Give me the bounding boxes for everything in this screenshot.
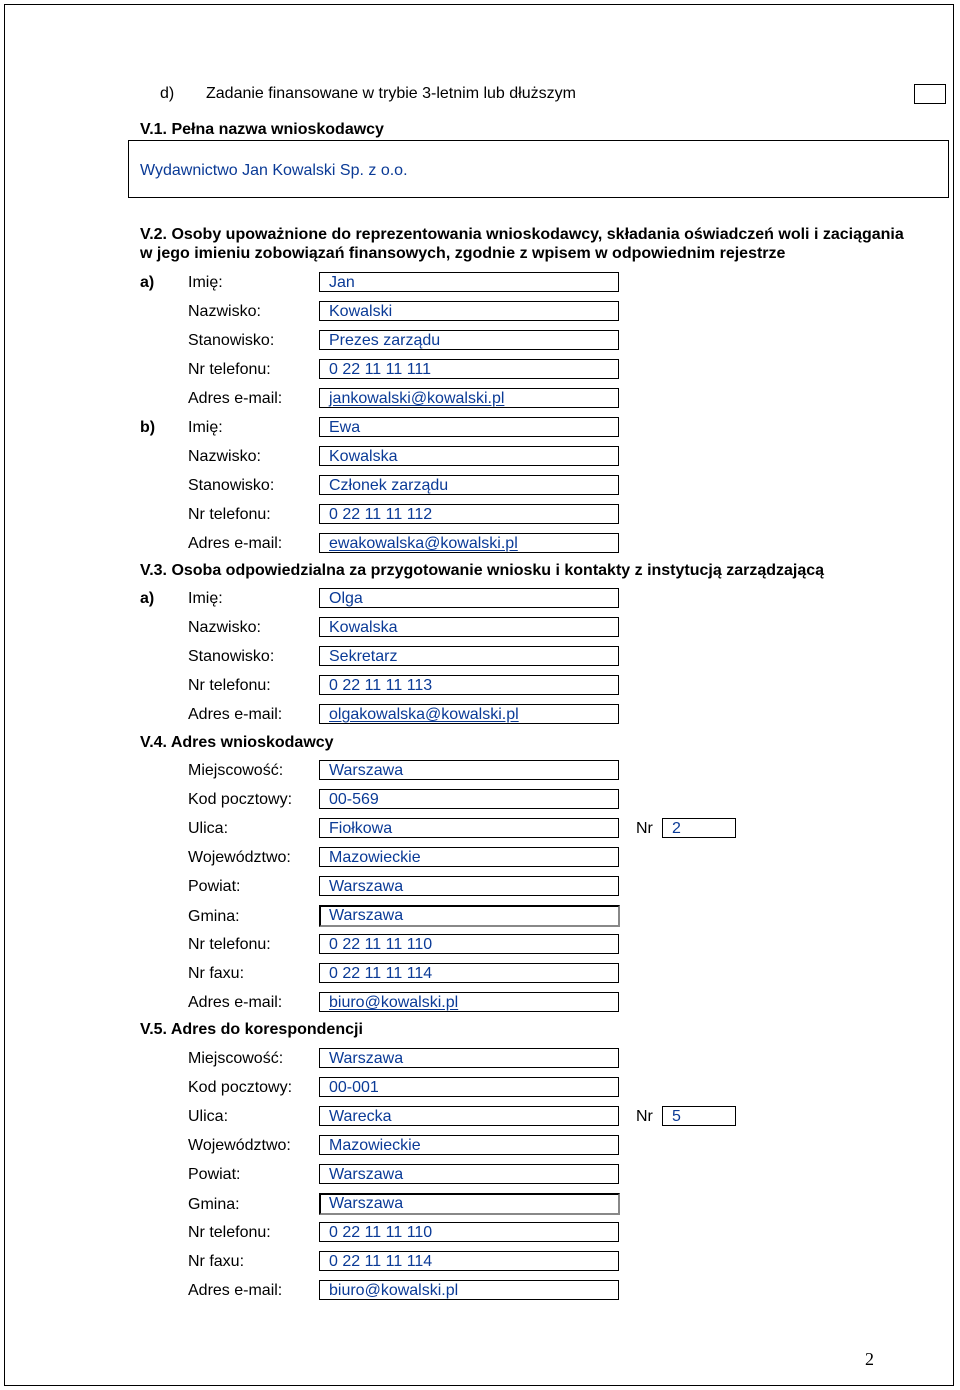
powiat-label: Powiat: [188,878,241,895]
v4-faks-field[interactable]: 0 22 11 11 114 [319,963,619,983]
person-a-nazwisko-field[interactable]: Kowalski [319,301,619,321]
telefon-label: Nr telefonu: [188,506,271,523]
nazwisko-label: Nazwisko: [188,448,261,465]
telefon-label: Nr telefonu: [188,361,271,378]
contact-imie-field[interactable]: Olga [319,588,619,608]
email-label: Adres e-mail: [188,535,283,552]
v5-kod-field[interactable]: 00-001 [319,1077,619,1097]
imie-label: Imię: [188,419,223,436]
person-b-imie-field[interactable]: Ewa [319,417,619,437]
person-a-email-field[interactable]: jankowalski@kowalski.pl [319,388,619,408]
v2-heading-line1: V.2. Osoby upoważnione do reprezentowania wnioskodawcy, składania oświadczeń woli i zaciągania [140,226,904,243]
email-label: Adres e-mail: [188,994,283,1011]
section-d-text: Zadanie finansowane w trybie 3-letnim lub dłuższym [206,85,576,102]
v4-gmina-field[interactable]: Warszawa [319,905,620,927]
telefon-label: Nr telefonu: [188,936,271,953]
miejscowosc-label: Miejscowość: [188,1050,284,1067]
person-a-imie-field[interactable]: Jan [319,272,619,292]
nazwisko-label: Nazwisko: [188,619,261,636]
wojewodztwo-label: Województwo: [188,1137,291,1154]
v4-telefon-field[interactable]: 0 22 11 11 110 [319,934,619,954]
person-a-letter: a) [140,274,155,291]
faks-label: Nr faxu: [188,965,245,982]
page-number: 2 [865,1349,874,1369]
v4-powiat-field[interactable]: Warszawa [319,876,619,896]
wojewodztwo-label: Województwo: [188,849,291,866]
v5-nr-field[interactable]: 5 [662,1106,736,1126]
email-label: Adres e-mail: [188,706,283,723]
v4-kod-field[interactable]: 00-569 [319,789,619,809]
telefon-label: Nr telefonu: [188,677,271,694]
stanowisko-label: Stanowisko: [188,332,275,349]
v5-powiat-field[interactable]: Warszawa [319,1164,619,1184]
nr-label: Nr [636,1108,653,1125]
v4-email-field[interactable]: biuro@kowalski.pl [319,992,619,1012]
powiat-label: Powiat: [188,1166,241,1183]
v4-heading: V.4. Adres wnioskodawcy [140,734,334,751]
email-label: Adres e-mail: [188,390,283,407]
v5-email-field[interactable]: biuro@kowalski.pl [319,1280,619,1300]
v1-heading: V.1. Pełna nazwa wnioskodawcy [140,121,384,138]
person-b-email-field[interactable]: ewakowalska@kowalski.pl [319,533,619,553]
contact-stanowisko-field[interactable]: Sekretarz [319,646,619,666]
kod-label: Kod pocztowy: [188,791,293,808]
section-d-letter: d) [160,85,175,102]
imie-label: Imię: [188,274,223,291]
person-b-nazwisko-field[interactable]: Kowalska [319,446,619,466]
person-a-telefon-field[interactable]: 0 22 11 11 111 [319,359,619,379]
contact-nazwisko-field[interactable]: Kowalska [319,617,619,637]
contact-email-field[interactable]: olgakowalska@kowalski.pl [319,704,619,724]
stanowisko-label: Stanowisko: [188,648,275,665]
miejscowosc-label: Miejscowość: [188,762,284,779]
person-a-stanowisko-field[interactable]: Prezes zarządu [319,330,619,350]
multiyear-checkbox[interactable] [914,84,946,104]
v4-miejscowosc-field[interactable]: Warszawa [319,760,619,780]
v4-nr-field[interactable]: 2 [662,818,736,838]
v5-ulica-field[interactable]: Warecka [319,1106,619,1126]
v5-faks-field[interactable]: 0 22 11 11 114 [319,1251,619,1271]
person-b-telefon-field[interactable]: 0 22 11 11 112 [319,504,619,524]
person-b-letter: b) [140,419,156,436]
person-b-stanowisko-field[interactable]: Członek zarządu [319,475,619,495]
ulica-label: Ulica: [188,820,229,837]
v3-heading: V.3. Osoba odpowiedzialna za przygotowanie wniosku i kontakty z instytucją zarządzającą [140,562,825,579]
v5-gmina-field[interactable]: Warszawa [319,1193,620,1215]
email-label: Adres e-mail: [188,1282,283,1299]
kod-label: Kod pocztowy: [188,1079,293,1096]
v5-heading: V.5. Adres do korespondencji [140,1021,363,1038]
stanowisko-label: Stanowisko: [188,477,275,494]
contact-letter: a) [140,590,155,607]
v2-heading-line2: w jego imieniu zobowiązań finansowych, zgodnie z wpisem w odpowiednim rejestrze [140,245,786,262]
v5-telefon-field[interactable]: 0 22 11 11 110 [319,1222,619,1242]
gmina-label: Gmina: [188,908,240,925]
gmina-label: Gmina: [188,1196,240,1213]
applicant-name-value: Wydawnictwo Jan Kowalski Sp. z o.o. [140,162,408,179]
nr-label: Nr [636,820,653,837]
telefon-label: Nr telefonu: [188,1224,271,1241]
v5-wojewodztwo-field[interactable]: Mazowieckie [319,1135,619,1155]
applicant-name-field[interactable] [128,140,949,198]
ulica-label: Ulica: [188,1108,229,1125]
v4-ulica-field[interactable]: Fiołkowa [319,818,619,838]
v5-miejscowosc-field[interactable]: Warszawa [319,1048,619,1068]
faks-label: Nr faxu: [188,1253,245,1270]
contact-telefon-field[interactable]: 0 22 11 11 113 [319,675,619,695]
nazwisko-label: Nazwisko: [188,303,261,320]
imie-label: Imię: [188,590,223,607]
v4-wojewodztwo-field[interactable]: Mazowieckie [319,847,619,867]
